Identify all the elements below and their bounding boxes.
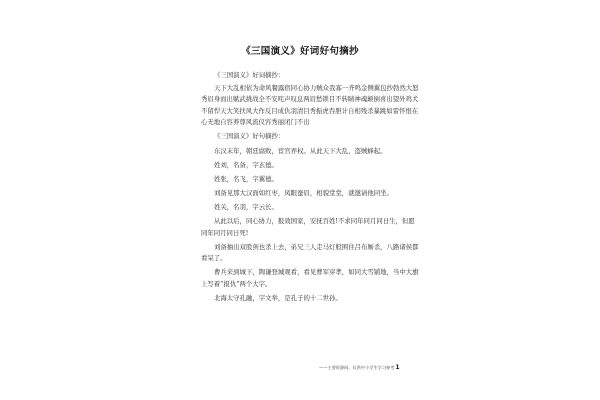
page-number: 1 [395, 364, 400, 371]
paragraph: 曹兵来到城下，陶谦登城观看，看见曹军穿孝，如同大雪铺地，当中大旗上写着“报仇”两个大字。 [201, 268, 419, 288]
paragraph-word-list: 天下大乱相依为命风餐露宿同心协力贼众我寡一齐鸣金侧翼包抄勃然大怒秀眉身而出赋武挑战全不安咤声叹息两眉愁锁目不转睛神魂颠倒喜出望外鸡犬不留悍天大笑扶风大作反目成仇羽清目秀振虎吞胆计自相残杀暴跳如雷怀恨在心无地自容养尊风流仪容秀丽闭门不出 [201, 83, 419, 127]
section-heading-words: 《三国演义》好词摘抄： [214, 71, 285, 79]
paragraph: 刘备见那大汉面如红枣，凤眼蚕眉，相貌堂堂，就邀请他同坐。 [214, 188, 393, 197]
document-title: 《三国演义》好词好句摘抄 [241, 46, 359, 57]
footer-text: ——主要资源网，仅供中小学生学习参考 [319, 365, 395, 370]
paragraph: 姓张，名飞，字翼德。 [214, 174, 278, 183]
paragraph: 姓关，名羽，字云长。 [214, 202, 278, 211]
document-body [201, 70, 419, 305]
paragraph: 从此以后，同心协力，报效国家，安抚百姓!不求同年同月同日生，但愿同年同月同日死! [201, 217, 415, 237]
paragraph: 北海太守孔融，字文举，是孔子的十二世孙。 [214, 294, 342, 303]
page-footer [319, 364, 419, 371]
paragraph: 刘备抽出双股剑也杀上去，弟兄三人走马灯般围住吕布厮杀，八路诸侯都看呆了。 [201, 242, 419, 263]
section-heading-sentences: 《三国演义》好句摘抄： [214, 132, 285, 141]
paragraph: 东汉末年，朝廷腐败，宦官弄权。从此天下大乱，盗贼蜂起。 [214, 146, 387, 155]
paragraph: 姓刘，名备，字玄德。 [214, 160, 278, 169]
